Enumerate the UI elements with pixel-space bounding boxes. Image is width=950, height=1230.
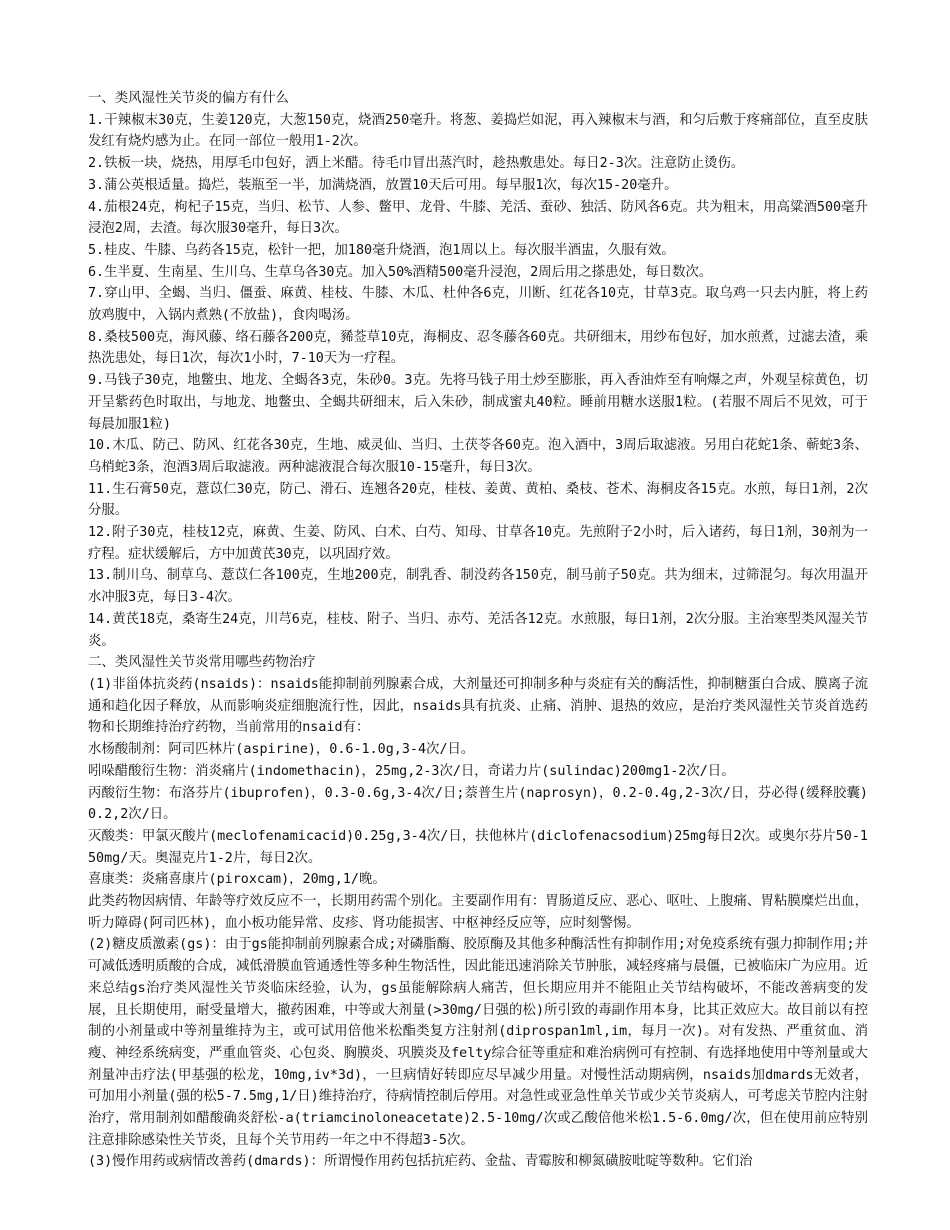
remedy-item: 10.木瓜、防己、防风、红花各30克，生地、威灵仙、当归、土茯苓各60克。泡入酒中，3周后取滤液。另用白花蛇1条、蕲蛇3条、乌梢蛇3条，泡酒3周后取滤液。两种滤液混合每次服10-15毫升，每日3次。 [88,438,868,475]
drug-paragraph: 灭酸类：甲氯灭酸片(meclofenamicacid)0.25g,3-4次/日，扶他林片(diclofenacsodium)25mg每日2次。或奥尔芬片50-150mg/天。奥湿克片1-2片，每日2次。 [88,828,868,866]
drug-paragraph: 丙酸衍生物：布洛芬片(ibuprofen)，0.3-0.6g,3-4次/日;萘普生片(naprosyn)，0.2-0.4g,2-3次/日，芬必得(缓释胶囊)0.2,2次/日。 [88,785,868,823]
section-heading: 二、类风湿性关节炎常用哪些药物治疗 [88,655,316,671]
remedy-item: 4.茄根24克，枸杞子15克，当归、松节、人参、鳖甲、龙骨、牛膝、羌活、蚕砂、独活、防风各6克。共为粗末，用高粱酒500毫升浸泡2周，去渣。每次服30毫升，每日3次。 [88,199,868,237]
remedy-item: 12.附子30克，桂枝12克，麻黄、生姜、防风、白术、白芍、知母、甘草各10克。先煎附子2小时，后入诸药，每日1剂，30剂为一疗程。症状缓解后，方中加黄芪30克，以巩固疗效。 [88,525,868,562]
remedy-item: 3.蒲公英根适量。捣烂，装瓶至一半，加满烧酒，放置10天后可用。每早服1次，每次15-20毫升。 [88,177,678,193]
drug-paragraph: (3)慢作用药或病情改善药(dmards)：所谓慢作用药包括抗疟药、金盐、青霉胺和柳氮磺胺吡啶等数种。它们治 [88,1154,753,1170]
remedy-item: 5.桂皮、牛膝、乌药各15克，松针一把，加180毫升烧酒，泡1周以上。每次服半酒盅，久服有效。 [88,242,675,258]
remedy-item: 9.马钱子30克，地鳖虫、地龙、全蝎各3克，朱砂0。3克。先将马钱子用土炒至膨胀，再入香油炸至有响爆之声，外观呈棕黄色，切开呈紫药色时取出，与地龙、地鳖虫、全蝎共研细末，后入朱砂，制成蜜丸40粒。睡前用糖水送服1粒。(若服不周后不见效，可于每晨加服1粒) [88,373,868,432]
remedy-item: 8.桑枝500克，海风藤、络石藤各200克，豨莶草10克，海桐皮、忍冬藤各60克。共研细末，用纱布包好，加水煎煮，过滤去渣，乘热洗患处，每日1次，每次1小时，7-10天为一疗程。 [88,329,868,367]
document-body [88,88,868,1173]
drug-paragraph: 喜康类：炎痛喜康片(piroxcam)，20mg,1/晚。 [88,872,386,888]
remedy-item: 14.黄芪18克，桑寄生24克，川芎6克，桂枝、附子、当归、赤芍、羌活各12克。水煎服，每日1剂，2次分服。主治寒型类风湿关节炎。 [88,611,868,649]
drug-paragraph: 此类药物因病情、年龄等疗效反应不一，长期用药需个别化。主要副作用有：胃肠道反应、恶心、呕吐、上腹痛、胃粘膜糜烂出血，听力障碍(阿司匹林)，血小板功能异常、皮疹、肾功能损害、中枢神经反应等，应时刻警惕。 [88,894,868,931]
remedy-item: 1.干辣椒末30克，生姜120克，大葱150克，烧酒250毫升。将葱、姜捣烂如泥，再入辣椒末与酒，和匀后敷于疼痛部位，直至皮肤发红有烧灼感为止。在同一部位一般用1-2次。 [88,112,868,150]
remedy-item: 7.穿山甲、全蝎、当归、僵蚕、麻黄、桂枝、牛膝、木瓜、杜仲各6克，川断、红花各10克，甘草3克。取乌鸡一只去内脏，将上药放鸡腹中，入锅内煮熟(不放盐)，食肉喝汤。 [88,286,868,324]
drug-paragraph: 吲哚醋酸衍生物：消炎痛片(indomethacin)，25mg,2-3次/日，奇诺力片(sulindac)200mg1-2次/日。 [88,763,735,779]
drug-paragraph: (1)非甾体抗炎药(nsaids)：nsaids能抑制前列腺素合成，大剂量还可抑制多种与炎症有关的酶活性，抑制糖蛋白合成、膜离子流通和趋化因子释放，从而影响炎症细胞流行性，因此，nsaids具有抗炎、止痛、消肿、退热的效应，是治疗类风湿性关节炎首选药物和长期维持治疗药物，当前常用的nsaid有： [88,676,868,736]
remedy-item: 13.制川乌、制草乌、薏苡仁各100克，生地200克，制乳香、制没药各150克，制马前子50克。共为细末，过筛混匀。每次用温开水冲服3克，每日3-4次。 [88,568,868,606]
remedy-item: 6.生半夏、生南星、生川乌、生草乌各30克。加入50%酒精500毫升浸泡，2周后用之搽患处，每日数次。 [88,264,713,280]
remedy-item: 11.生石膏50克，薏苡仁30克，防己、滑石、连翘各20克，桂枝、姜黄、黄柏、桑枝、苍术、海桐皮各15克。水煎，每日1剂，2次分服。 [88,481,868,519]
remedy-item: 2.铁板一块，烧热，用厚毛巾包好，洒上米醋。待毛巾冒出蒸汽时，趁热敷患处。每日2-3次。注意防止烫伤。 [88,156,745,172]
drug-paragraph: (2)糖皮质激素(gs)：由于gs能抑制前列腺素合成;对磷脂酶、胶原酶及其他多种酶活性有抑制作用;对免疫系统有强力抑制作用;并可减低透明质酸的合成，减低滑膜血管通透性等多种生物活性，因此能迅速消除关节肿胀，减轻疼痛与晨僵，已被临床广为应用。近来总结gs治疗类风湿性关节炎临床经验，认为，gs虽能解除病人痛苦，但长期应用并不能阻止关节结构破坏，不能改善病变的发展，且长期使用，耐受量增大，撤药困难，中等或大剂量(>30mg/日强的松)所引致的毒副作用本身，比其正效应大。故目前以有控制的小剂量或中等剂量维持为主，或可试用倍他米松酯类复方注射剂(diprospan1ml,im，每月一次)。对有发热、严重贫血、消瘦、神经系统病变，严重血管炎、心包炎、胸膜炎、巩膜炎及felty综合征等重症和难治病例可有控制、有选择地使用中等剂量或大剂量冲击疗法(甲基强的松龙，10mg,iv*3d)，一旦病情好转即应尽早减少用量。对慢性活动期病例，nsaids加dmards无效者，可加用小剂量(强的松5-7.5mg,1/日)维持治疗，待病情控制后停用。对急性或亚急性单关节或少关节炎病人，可考虑关节腔内注射治疗，常用制剂如醋酸确炎舒松-a(triamcinoloneacetate)2.5-10mg/次或乙酸倍他米松1.5-6.0mg/次，但在使用前应特别注意排除感染性关节炎，且每个关节用药一年之中不得超3-5次。 [88,937,868,1148]
drug-paragraph: 水杨酸制剂：阿司匹林片(aspirine)，0.6-1.0g,3-4次/日。 [88,742,475,758]
section-heading: 一、类风湿性关节炎的偏方有什么 [88,91,289,106]
